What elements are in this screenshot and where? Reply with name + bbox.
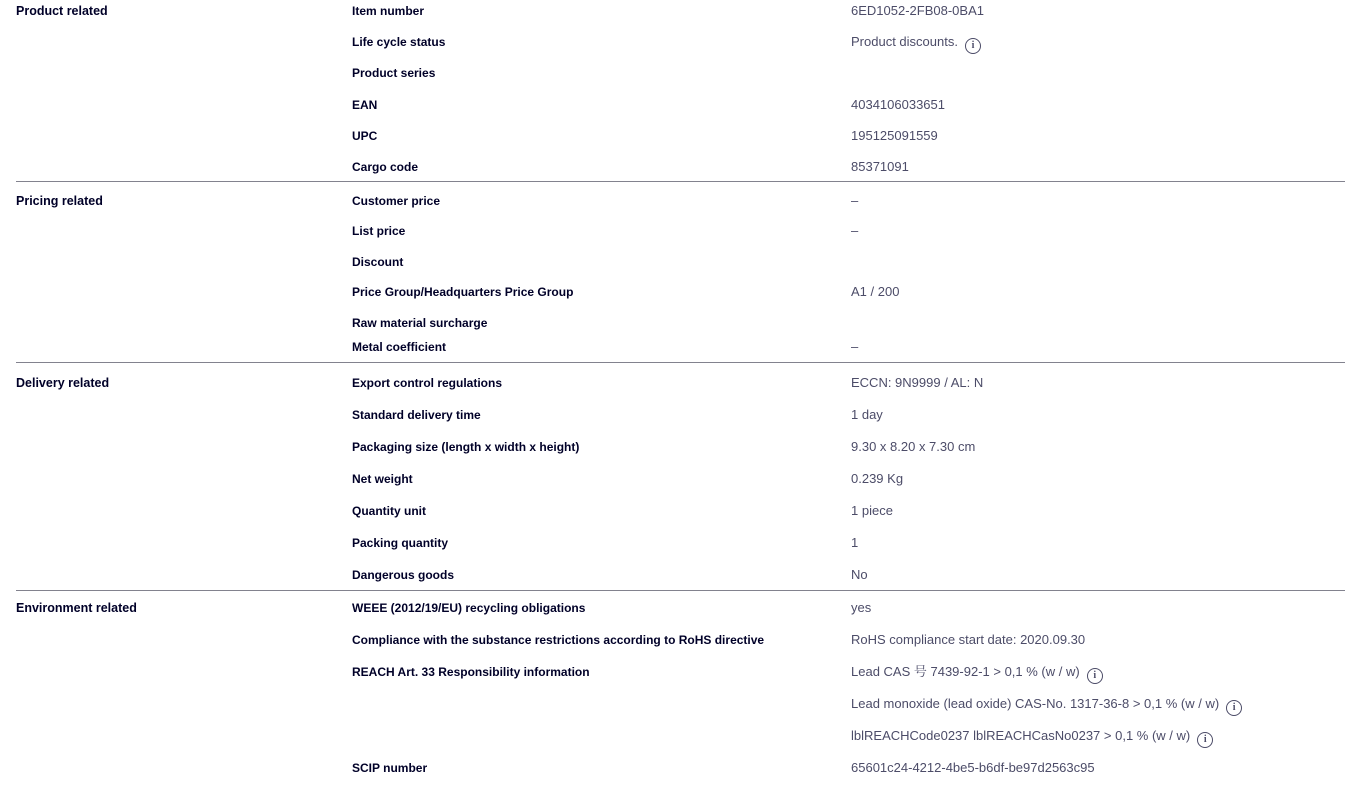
table-row <box>352 159 1345 181</box>
attribute-label: Packing quantity <box>352 536 449 551</box>
attribute-value <box>851 760 1345 776</box>
attribute-label: Compliance with the substance restrictions according to RoHS directive <box>352 633 765 648</box>
value-text: 9.30 x 8.20 x 7.30 cm <box>851 439 976 455</box>
value-text: 1 piece <box>851 503 893 519</box>
section-title: Environment related <box>16 601 137 616</box>
attribute-label: Item number <box>352 4 425 18</box>
attribute-label: UPC <box>352 128 378 143</box>
table-row <box>352 632 1345 664</box>
attribute-label: Raw material surcharge <box>352 315 488 330</box>
attribute-label: Quantity unit <box>352 504 426 519</box>
table-row <box>352 223 1345 254</box>
attribute-label: Product series <box>352 66 436 81</box>
attribute-label: Net weight <box>352 472 413 487</box>
table-row <box>352 600 1345 632</box>
table-row <box>352 254 1345 285</box>
attribute-value <box>851 3 1345 19</box>
table-row <box>352 65 1345 96</box>
value-text: ECCN: 9N9999 / AL: N <box>851 375 984 391</box>
attribute-value <box>851 439 1345 455</box>
attribute-value <box>851 535 1345 551</box>
attribute-value <box>851 128 1345 144</box>
value-text: 1 day <box>851 407 883 423</box>
attribute-label: Life cycle status <box>352 35 446 50</box>
attribute-label: Standard delivery time <box>352 408 481 423</box>
table-row <box>352 315 1345 340</box>
value-text: lblREACHCode0237 lblREACHCasNo0237 > 0,1 % (w / w) <box>851 728 1191 744</box>
attribute-value <box>851 471 1345 487</box>
section-rows <box>352 3 1345 181</box>
table-row <box>352 375 1345 407</box>
value-text: RoHS compliance start date: 2020.09.30 <box>851 632 1086 648</box>
section-rows <box>352 193 1345 363</box>
section-title: Product related <box>16 4 108 18</box>
table-row <box>352 407 1345 439</box>
table-row <box>352 34 1345 65</box>
section-rows <box>352 600 1345 792</box>
value-text: 4034106033651 <box>851 96 945 112</box>
attribute-value <box>851 97 1345 113</box>
value-text: 195125091559 <box>851 127 938 143</box>
value-text: A1 / 200 <box>851 284 900 300</box>
attribute-label: Metal coefficient <box>352 340 447 355</box>
table-row <box>352 439 1345 471</box>
value-text: Lead monoxide (lead oxide) CAS-No. 1317-36-8 > 0,1 % (w / w) <box>851 696 1220 712</box>
section-rows <box>352 375 1345 590</box>
attribute-value <box>851 284 1345 300</box>
attribute-value <box>851 632 1345 648</box>
attribute-label: Price Group/Headquarters Price Group <box>352 285 574 300</box>
value-text: – <box>851 223 859 239</box>
attribute-value <box>851 34 1345 52</box>
value-text: 65601c24-4212-4be5-b6df-be97d2563c95 <box>851 760 1095 776</box>
attribute-label: Export control regulations <box>352 376 503 391</box>
value-text: 6ED1052-2FB08-0BA1 <box>851 3 984 18</box>
info-icon[interactable]: i <box>1087 668 1103 684</box>
attribute-label: Dangerous goods <box>352 568 455 583</box>
table-row <box>352 3 1345 34</box>
attribute-label: WEEE (2012/19/EU) recycling obligations <box>352 601 586 616</box>
info-icon[interactable]: i <box>1226 700 1242 716</box>
attribute-label: Discount <box>352 254 404 269</box>
info-icon[interactable]: i <box>1197 732 1213 748</box>
table-row <box>352 97 1345 128</box>
attribute-value <box>851 223 1345 239</box>
table-row <box>352 760 1345 792</box>
attribute-value-line <box>851 696 1345 728</box>
value-text: – <box>851 192 859 208</box>
section-title: Pricing related <box>16 193 103 208</box>
table-row <box>352 664 1345 760</box>
value-text: 0.239 Kg <box>851 471 904 487</box>
value-text: 1 <box>851 535 859 551</box>
attribute-value <box>851 567 1345 583</box>
attribute-value <box>851 664 1345 760</box>
attribute-label: List price <box>352 224 406 239</box>
info-icon[interactable]: i <box>965 38 981 54</box>
section-title: Delivery related <box>16 376 110 391</box>
table-row <box>352 193 1345 224</box>
value-text: Product discounts. <box>851 34 958 50</box>
section-product-related <box>16 0 1345 182</box>
attribute-value <box>851 159 1345 175</box>
attribute-label: SCIP number <box>352 761 428 776</box>
attribute-value <box>851 503 1345 519</box>
section-pricing-related <box>16 182 1345 364</box>
value-text: No <box>851 567 868 583</box>
table-row <box>352 128 1345 159</box>
product-spec-table <box>16 0 1345 792</box>
value-text: Lead CAS 号 7439-92-1 > 0,1 % (w / w) <box>851 664 1080 680</box>
attribute-label: Packaging size (length x width x height) <box>352 440 580 455</box>
attribute-value <box>851 193 1345 209</box>
section-delivery-related <box>16 363 1345 591</box>
table-row <box>352 471 1345 503</box>
attribute-label: REACH Art. 33 Responsibility information <box>352 665 590 680</box>
attribute-value <box>851 600 1345 616</box>
attribute-label: EAN <box>352 97 378 112</box>
value-text: – <box>851 339 859 355</box>
attribute-label: Customer price <box>352 193 441 208</box>
table-row <box>352 284 1345 315</box>
attribute-label: Cargo code <box>352 159 419 174</box>
table-row <box>352 535 1345 567</box>
table-row <box>352 567 1345 590</box>
attribute-value-line <box>851 664 1345 696</box>
attribute-value-line <box>851 728 1345 760</box>
attribute-value <box>851 407 1345 423</box>
table-row <box>352 503 1345 535</box>
attribute-value <box>851 339 1345 355</box>
section-environment-related <box>16 591 1345 792</box>
table-row <box>352 339 1345 362</box>
value-text: 85371091 <box>851 158 909 174</box>
attribute-value <box>851 375 1345 391</box>
value-text: yes <box>851 600 872 616</box>
